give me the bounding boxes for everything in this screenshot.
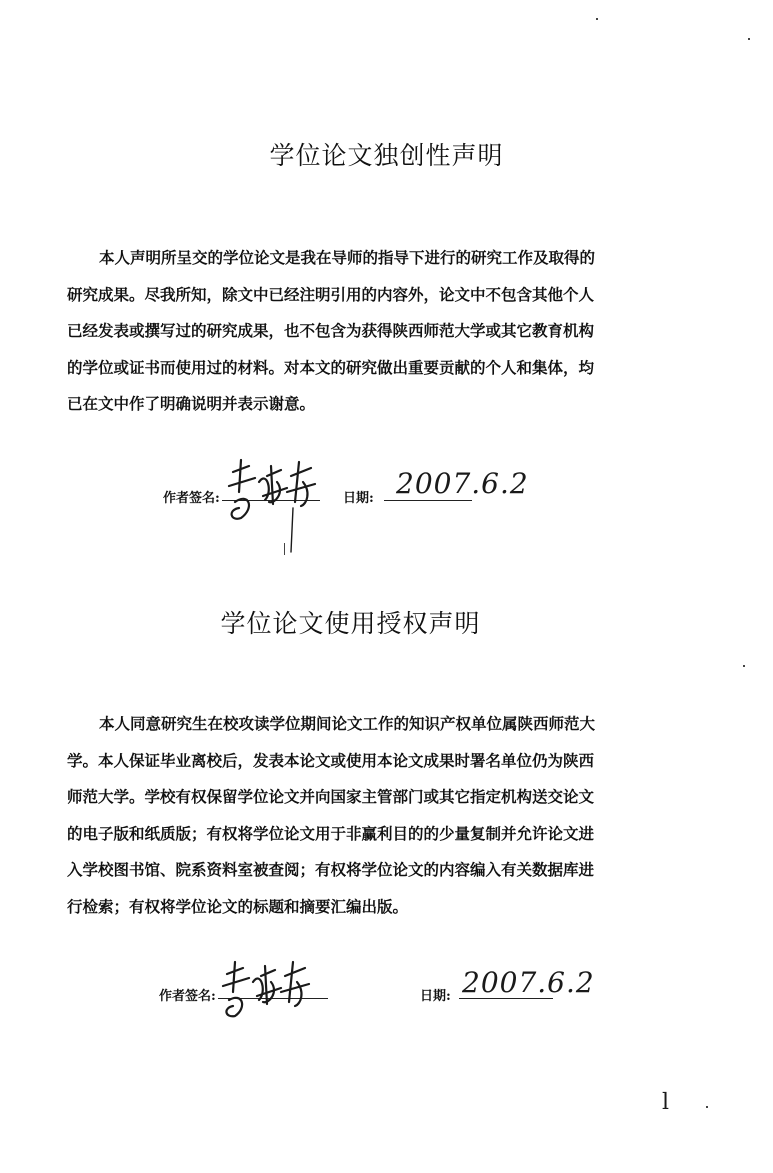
authorization-line: 入学校图书馆、院系资料室被查阅；有权将学位论文的内容编入有关数据库进 <box>67 860 595 879</box>
authorization-line: 本人同意研究生在校攻读学位期间论文工作的知识产权单位属陕西师范大 <box>99 714 596 733</box>
declaration-line: 已在文中作了明确说明并表示谢意。 <box>67 394 316 413</box>
authorization-line: 行检索；有权将学位论文的标题和摘要汇编出版。 <box>67 896 409 916</box>
authorization-title: 学位论文使用授权声明 <box>220 609 481 638</box>
scan-speck <box>748 38 750 40</box>
scan-speck <box>596 18 598 20</box>
authorization-signature <box>213 956 323 1026</box>
declaration-line: 的学位或证书而使用过的材料。对本文的研究做出重要贡献的个人和集体，均 <box>67 357 595 377</box>
authorization-line: 的电子版和纸质版；有权将学位论文用于非赢利目的的少量复制并允许论文进 <box>67 823 595 843</box>
authorization-date: 2007.6.2 <box>462 966 595 999</box>
declaration-line: 已经发表或撰写过的研究成果，也不包含为获得陕西师范大学或其它教育机构 <box>67 321 595 340</box>
page-mark: l <box>662 1090 671 1115</box>
scan-speck <box>706 1106 708 1108</box>
authorization-author-label: 作者签名: <box>159 989 216 1004</box>
declaration-line: 本人声明所呈交的学位论文是我在导师的指导下进行的研究工作及取得的 <box>99 248 596 267</box>
authorization-line: 学。本人保证毕业离校后，发表本论文或使用本论文成果时署名单位仍为陕西 <box>67 750 595 770</box>
declaration-author-label: 作者签名: <box>163 491 220 506</box>
scan-speck <box>743 665 745 667</box>
declaration-signature <box>215 452 325 557</box>
authorization-line: 师范大学。学校有权保留学位论文并向国家主管部门或其它指定机构送交论文 <box>67 787 595 806</box>
declaration-date: 2007.6.2 <box>396 467 529 500</box>
authorization-date-label: 日期: <box>420 989 451 1004</box>
scan-speck <box>284 543 285 555</box>
declaration-title: 学位论文独创性声明 <box>269 141 504 170</box>
declaration-line: 研究成果。尽我所知，除文中已经注明引用的内容外，论文中不包含其他个人 <box>67 284 595 304</box>
declaration-date-label: 日期: <box>343 491 374 506</box>
declaration-body <box>67 240 615 423</box>
declaration-date-line <box>384 500 472 501</box>
authorization-body <box>67 706 615 925</box>
